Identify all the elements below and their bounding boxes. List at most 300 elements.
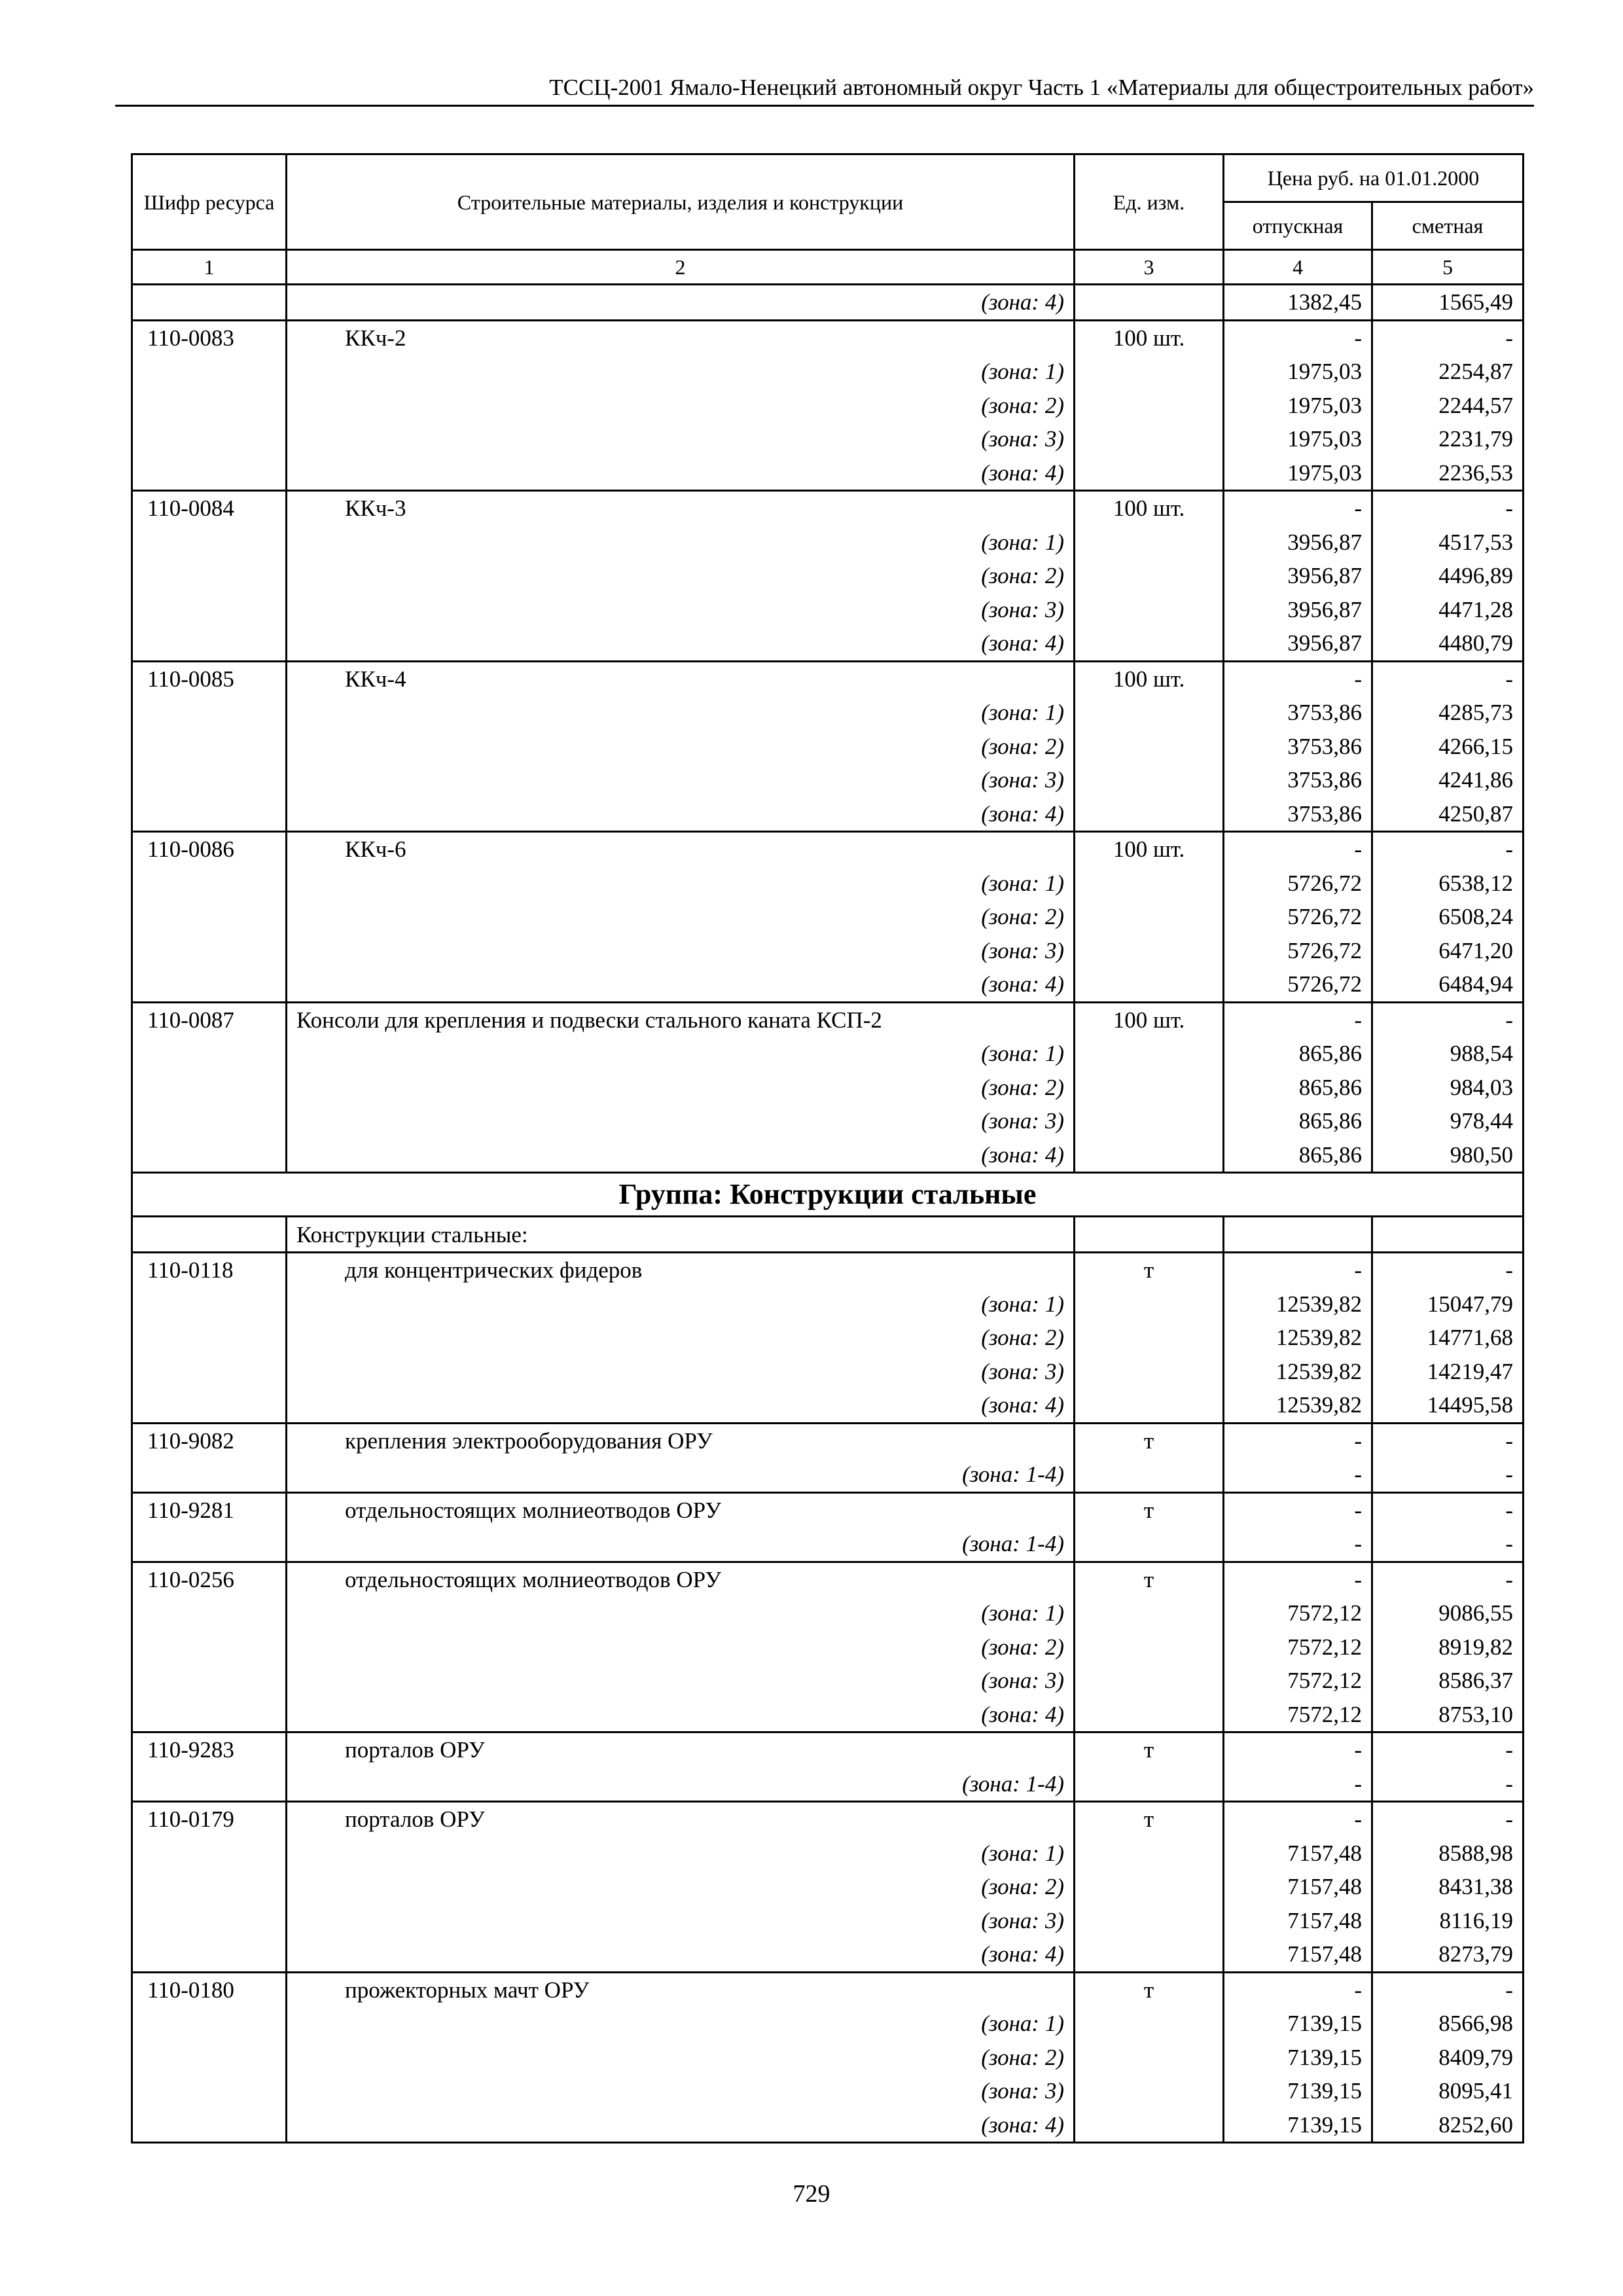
zone-row xyxy=(132,559,1524,593)
unit-cell: 100 шт. xyxy=(1075,491,1224,526)
code-cell xyxy=(132,559,287,593)
zone-label: (зона: 4) xyxy=(287,1698,1075,1732)
zone-row xyxy=(132,2041,1524,2075)
unit-cell xyxy=(1075,696,1224,730)
unit-cell xyxy=(1075,1388,1224,1423)
code-cell xyxy=(132,1388,287,1423)
price-table xyxy=(131,153,1524,2144)
release-price-cell: 1975,03 xyxy=(1224,389,1372,423)
zone-row xyxy=(132,1458,1524,1492)
code-cell xyxy=(132,1104,287,1138)
zone-row xyxy=(132,1287,1524,1321)
zone-label: (зона: 2) xyxy=(287,1630,1075,1664)
code-cell xyxy=(132,900,287,934)
estimate-price-cell: 4517,53 xyxy=(1372,526,1524,560)
zone-row xyxy=(132,967,1524,1002)
unit-cell xyxy=(1075,900,1224,934)
zone-label: (зона: 3) xyxy=(287,934,1075,968)
unit-cell xyxy=(1075,1664,1224,1698)
code-cell xyxy=(132,1596,287,1630)
col-number-3: 3 xyxy=(1075,250,1224,285)
estimate-price-cell: 8095,41 xyxy=(1372,2074,1524,2108)
estimate-price-cell: 8566,98 xyxy=(1372,2007,1524,2041)
col-header-code: Шифр ресурса xyxy=(132,154,287,250)
release-price-cell: - xyxy=(1224,1802,1372,1837)
unit-cell xyxy=(1075,1458,1224,1492)
item-row xyxy=(132,1732,1524,1767)
item-name: отдельностоящих молниеотводов ОРУ xyxy=(287,1492,1075,1527)
release-price-cell: - xyxy=(1224,1002,1372,1037)
zone-label: (зона: 1) xyxy=(287,526,1075,560)
zone-label: (зона: 1) xyxy=(287,867,1075,901)
zone-label: (зона: 3) xyxy=(287,1104,1075,1138)
page-number: 729 xyxy=(793,2180,830,2208)
release-price-cell: - xyxy=(1224,1562,1372,1596)
zone-label: (зона: 2) xyxy=(287,730,1075,764)
unit-cell xyxy=(1075,763,1224,797)
release-price-cell: 3753,86 xyxy=(1224,763,1372,797)
unit-cell xyxy=(1075,1698,1224,1732)
zone-label: (зона: 3) xyxy=(287,1904,1075,1938)
zone-row xyxy=(132,526,1524,560)
estimate-price-cell: - xyxy=(1372,661,1524,696)
release-price-cell: 5726,72 xyxy=(1224,967,1372,1002)
release-price-cell: - xyxy=(1224,1253,1372,1287)
unit-cell: 100 шт. xyxy=(1075,320,1224,355)
item-name: отдельностоящих молниеотводов ОРУ xyxy=(287,1562,1075,1596)
resource-code: 110-0085 xyxy=(132,661,287,696)
resource-code: 110-0179 xyxy=(132,1802,287,1837)
unit-cell: 100 шт. xyxy=(1075,1002,1224,1037)
code-cell xyxy=(132,593,287,627)
code-cell xyxy=(132,1904,287,1938)
unit-cell xyxy=(1075,1321,1224,1355)
estimate-price-cell: - xyxy=(1372,1253,1524,1287)
code-cell xyxy=(132,355,287,389)
zone-label: (зона: 1) xyxy=(287,696,1075,730)
item-row xyxy=(132,1253,1524,1287)
zone-label: (зона: 4) xyxy=(287,456,1075,491)
release-price-cell: - xyxy=(1224,1972,1372,2007)
item-row xyxy=(132,1972,1524,2007)
release-price-cell: 3956,87 xyxy=(1224,526,1372,560)
zone-row xyxy=(132,2007,1524,2041)
zone-label: (зона: 2) xyxy=(287,1870,1075,1904)
estimate-price-cell: 8409,79 xyxy=(1372,2041,1524,2075)
release-price-cell: 5726,72 xyxy=(1224,867,1372,901)
unit-cell xyxy=(1075,2041,1224,2075)
estimate-price-cell: 4241,86 xyxy=(1372,763,1524,797)
zone-row xyxy=(132,1664,1524,1698)
zone-row xyxy=(132,1037,1524,1071)
zone-label: (зона: 1-4) xyxy=(287,1767,1075,1802)
code-cell xyxy=(132,1527,287,1562)
estimate-price-cell: 8753,10 xyxy=(1372,1698,1524,1732)
zone-row xyxy=(132,900,1524,934)
estimate-price-cell: 988,54 xyxy=(1372,1037,1524,1071)
estimate-price-cell: 9086,55 xyxy=(1372,1596,1524,1630)
unit-cell xyxy=(1075,1071,1224,1105)
item-name: для концентрических фидеров xyxy=(287,1253,1075,1287)
zone-label: (зона: 4) xyxy=(287,626,1075,661)
estimate-price-cell: - xyxy=(1372,1732,1524,1767)
estimate-price-cell: 8588,98 xyxy=(1372,1837,1524,1871)
code-cell xyxy=(132,1767,287,1802)
zone-row xyxy=(132,1321,1524,1355)
code-cell xyxy=(132,1138,287,1173)
estimate-price-cell: 15047,79 xyxy=(1372,1287,1524,1321)
estimate-price-cell: 978,44 xyxy=(1372,1104,1524,1138)
code-cell xyxy=(132,1037,287,1071)
zone-row xyxy=(132,763,1524,797)
code-cell xyxy=(132,389,287,423)
release-price-cell: - xyxy=(1224,1767,1372,1802)
code-cell xyxy=(132,934,287,968)
release-price-cell xyxy=(1224,1217,1372,1253)
zone-row xyxy=(132,355,1524,389)
item-name: ККч-3 xyxy=(287,491,1075,526)
zone-label: (зона: 4) xyxy=(287,1388,1075,1423)
code-cell xyxy=(132,1458,287,1492)
carry-over-row xyxy=(132,285,1524,321)
release-price-cell: 7139,15 xyxy=(1224,2074,1372,2108)
zone-row xyxy=(132,626,1524,661)
zone-row xyxy=(132,1630,1524,1664)
unit-cell xyxy=(1075,1104,1224,1138)
release-price-cell: 7139,15 xyxy=(1224,2041,1372,2075)
estimate-price-cell: - xyxy=(1372,491,1524,526)
code-cell xyxy=(132,2041,287,2075)
zone-label: (зона: 1) xyxy=(287,1287,1075,1321)
item-row xyxy=(132,661,1524,696)
release-price-cell: - xyxy=(1224,1732,1372,1767)
resource-code: 110-0087 xyxy=(132,1002,287,1037)
release-price-cell: 3753,86 xyxy=(1224,797,1372,832)
release-price-cell: - xyxy=(1224,1458,1372,1492)
unit-cell: 100 шт. xyxy=(1075,832,1224,867)
col-number-4: 4 xyxy=(1224,250,1372,285)
unit-cell xyxy=(1075,1037,1224,1071)
zone-row xyxy=(132,1138,1524,1173)
unit-cell xyxy=(1075,1870,1224,1904)
unit-cell xyxy=(1075,2074,1224,2108)
zone-row xyxy=(132,1527,1524,1562)
unit-cell: т xyxy=(1075,1423,1224,1458)
unit-cell xyxy=(1075,1937,1224,1972)
item-row xyxy=(132,1562,1524,1596)
estimate-price-cell: 8431,38 xyxy=(1372,1870,1524,1904)
unit-cell xyxy=(1075,797,1224,832)
release-price-cell: 7572,12 xyxy=(1224,1630,1372,1664)
estimate-price-cell: 4496,89 xyxy=(1372,559,1524,593)
resource-code: 110-0180 xyxy=(132,1972,287,2007)
code-cell xyxy=(132,1287,287,1321)
zone-row xyxy=(132,1837,1524,1871)
estimate-price-cell: - xyxy=(1372,1458,1524,1492)
unit-cell xyxy=(1075,1596,1224,1630)
group-section xyxy=(132,1173,1524,1253)
table-body-b xyxy=(132,1253,1524,2143)
unit-cell: т xyxy=(1075,1972,1224,2007)
estimate-price-cell: 14219,47 xyxy=(1372,1355,1524,1389)
unit-cell xyxy=(1075,1837,1224,1871)
unit-cell xyxy=(1075,1355,1224,1389)
release-price-cell: 3956,87 xyxy=(1224,593,1372,627)
code-cell xyxy=(132,1664,287,1698)
release-price-cell: 12539,82 xyxy=(1224,1321,1372,1355)
code-cell xyxy=(132,730,287,764)
unit-cell: т xyxy=(1075,1732,1224,1767)
col-number-5: 5 xyxy=(1372,250,1524,285)
resource-code: 110-0118 xyxy=(132,1253,287,1287)
item-name: прожекторных мачт ОРУ xyxy=(287,1972,1075,2007)
unit-cell xyxy=(1075,285,1224,321)
code-cell xyxy=(132,1355,287,1389)
unit-cell: 100 шт. xyxy=(1075,661,1224,696)
zone-row xyxy=(132,2108,1524,2143)
unit-cell xyxy=(1075,934,1224,968)
estimate-price-cell: 6484,94 xyxy=(1372,967,1524,1002)
release-price-cell: - xyxy=(1224,320,1372,355)
release-price-cell: - xyxy=(1224,1423,1372,1458)
code-cell xyxy=(132,696,287,730)
zone-row xyxy=(132,1698,1524,1732)
zone-row xyxy=(132,1870,1524,1904)
zone-label: (зона: 1) xyxy=(287,1837,1075,1871)
zone-row xyxy=(132,456,1524,491)
code-cell xyxy=(132,1937,287,1972)
unit-cell xyxy=(1075,1138,1224,1173)
col-header-release: отпускная xyxy=(1224,202,1372,250)
item-row xyxy=(132,1002,1524,1037)
page-header: ТССЦ-2001 Ямало-Ненецкий автономный округ Часть 1 «Материалы для общестроительных работ» xyxy=(549,75,1534,100)
release-price-cell: 7572,12 xyxy=(1224,1698,1372,1732)
estimate-price-cell: - xyxy=(1372,1802,1524,1837)
release-price-cell: 7157,48 xyxy=(1224,1937,1372,1972)
zone-label: (зона: 1-4) xyxy=(287,1458,1075,1492)
estimate-price-cell: - xyxy=(1372,1527,1524,1562)
estimate-price-cell: 4471,28 xyxy=(1372,593,1524,627)
estimate-price-cell: 6508,24 xyxy=(1372,900,1524,934)
subheading-label: Конструкции стальные: xyxy=(287,1217,1075,1253)
zone-label: (зона: 1) xyxy=(287,1037,1075,1071)
zone-row xyxy=(132,2074,1524,2108)
item-name: ККч-4 xyxy=(287,661,1075,696)
resource-code: 110-0083 xyxy=(132,320,287,355)
resource-code: 110-9082 xyxy=(132,1423,287,1458)
code-cell xyxy=(132,1217,287,1253)
estimate-price-cell: 14771,68 xyxy=(1372,1321,1524,1355)
col-header-name: Строительные материалы, изделия и конструкции xyxy=(287,154,1075,250)
item-row xyxy=(132,491,1524,526)
group-row xyxy=(132,1173,1524,1217)
resource-code: 110-0086 xyxy=(132,832,287,867)
estimate-price-cell: - xyxy=(1372,832,1524,867)
estimate-price-cell: 6538,12 xyxy=(1372,867,1524,901)
code-cell xyxy=(132,967,287,1002)
item-row xyxy=(132,320,1524,355)
release-price-cell: 865,86 xyxy=(1224,1138,1372,1173)
zone-label: (зона: 2) xyxy=(287,1071,1075,1105)
estimate-price-cell: 4266,15 xyxy=(1372,730,1524,764)
zone-label: (зона: 4) xyxy=(287,797,1075,832)
estimate-price-cell: 8273,79 xyxy=(1372,1937,1524,1972)
estimate-price-cell: 2244,57 xyxy=(1372,389,1524,423)
item-row xyxy=(132,832,1524,867)
unit-cell: т xyxy=(1075,1253,1224,1287)
release-price-cell: 1975,03 xyxy=(1224,355,1372,389)
code-cell xyxy=(132,763,287,797)
unit-cell xyxy=(1075,593,1224,627)
resource-code: 110-9283 xyxy=(132,1732,287,1767)
code-cell xyxy=(132,2074,287,2108)
code-cell xyxy=(132,867,287,901)
unit-cell: т xyxy=(1075,1562,1224,1596)
code-cell xyxy=(132,1837,287,1871)
zone-label: (зона: 1) xyxy=(287,2007,1075,2041)
zone-label: (зона: 3) xyxy=(287,1664,1075,1698)
estimate-price-cell: 4250,87 xyxy=(1372,797,1524,832)
unit-cell: т xyxy=(1075,1492,1224,1527)
zone-label: (зона: 2) xyxy=(287,389,1075,423)
zone-label: (зона: 1) xyxy=(287,355,1075,389)
code-cell xyxy=(132,1698,287,1732)
code-cell xyxy=(132,2108,287,2143)
col-number-1: 1 xyxy=(132,250,287,285)
release-price-cell: 1382,45 xyxy=(1224,285,1372,321)
item-row xyxy=(132,1802,1524,1837)
release-price-cell: 7157,48 xyxy=(1224,1870,1372,1904)
estimate-price-cell: 8919,82 xyxy=(1372,1630,1524,1664)
unit-cell: т xyxy=(1075,1802,1224,1837)
estimate-price-cell: 14495,58 xyxy=(1372,1388,1524,1423)
unit-cell xyxy=(1075,1767,1224,1802)
estimate-price-cell: 8586,37 xyxy=(1372,1664,1524,1698)
item-name: Консоли для крепления и подвески стального каната КСП-2 xyxy=(287,1002,1075,1037)
release-price-cell: 12539,82 xyxy=(1224,1287,1372,1321)
unit-cell xyxy=(1075,1630,1224,1664)
estimate-price-cell: - xyxy=(1372,1002,1524,1037)
code-cell xyxy=(132,797,287,832)
release-price-cell: 3956,87 xyxy=(1224,626,1372,661)
release-price-cell: 5726,72 xyxy=(1224,900,1372,934)
zone-label: (зона: 3) xyxy=(287,763,1075,797)
unit-cell xyxy=(1075,2007,1224,2041)
release-price-cell: 1975,03 xyxy=(1224,456,1372,491)
unit-cell xyxy=(1075,526,1224,560)
estimate-price-cell: - xyxy=(1372,1423,1524,1458)
release-price-cell: 7139,15 xyxy=(1224,2007,1372,2041)
zone-label: (зона: 4) xyxy=(287,1937,1075,1972)
zone-label: (зона: 2) xyxy=(287,900,1075,934)
unit-cell xyxy=(1075,389,1224,423)
col-number-2: 2 xyxy=(287,250,1075,285)
zone-row xyxy=(132,1767,1524,1802)
code-cell xyxy=(132,456,287,491)
code-cell xyxy=(132,1071,287,1105)
item-row xyxy=(132,1492,1524,1527)
zone-row xyxy=(132,1355,1524,1389)
unit-cell xyxy=(1075,1527,1224,1562)
unit-cell xyxy=(1075,559,1224,593)
table-head xyxy=(132,154,1524,285)
zone-label: (зона: 2) xyxy=(287,1321,1075,1355)
item-name: порталов ОРУ xyxy=(287,1732,1075,1767)
code-cell xyxy=(132,2007,287,2041)
code-cell xyxy=(132,626,287,661)
release-price-cell: 3753,86 xyxy=(1224,696,1372,730)
release-price-cell: 7572,12 xyxy=(1224,1596,1372,1630)
zone-row xyxy=(132,1596,1524,1630)
estimate-price-cell: 4480,79 xyxy=(1372,626,1524,661)
zone-row xyxy=(132,1937,1524,1972)
estimate-price-cell: 8252,60 xyxy=(1372,2108,1524,2143)
estimate-price-cell: 8116,19 xyxy=(1372,1904,1524,1938)
group-title: Группа: Конструкции стальные xyxy=(132,1173,1524,1217)
release-price-cell: 865,86 xyxy=(1224,1071,1372,1105)
zone-row xyxy=(132,1388,1524,1423)
zone-label: (зона: 3) xyxy=(287,1355,1075,1389)
estimate-price-cell: - xyxy=(1372,320,1524,355)
zone-row xyxy=(132,593,1524,627)
release-price-cell: 865,86 xyxy=(1224,1037,1372,1071)
resource-code: 110-9281 xyxy=(132,1492,287,1527)
release-price-cell: - xyxy=(1224,1527,1372,1562)
item-row xyxy=(132,1423,1524,1458)
estimate-price-cell: 2231,79 xyxy=(1372,422,1524,456)
unit-cell xyxy=(1075,1904,1224,1938)
resource-code: 110-0084 xyxy=(132,491,287,526)
zone-label: (зона: 3) xyxy=(287,422,1075,456)
col-header-price-group: Цена руб. на 01.01.2000 xyxy=(1224,154,1524,202)
zone-row xyxy=(132,422,1524,456)
release-price-cell: 7157,48 xyxy=(1224,1837,1372,1871)
col-header-estimate: сметная xyxy=(1372,202,1524,250)
estimate-price-cell: - xyxy=(1372,1767,1524,1802)
unit-cell xyxy=(1075,355,1224,389)
estimate-price-cell: - xyxy=(1372,1972,1524,2007)
estimate-price-cell xyxy=(1372,1217,1524,1253)
estimate-price-cell: 4285,73 xyxy=(1372,696,1524,730)
zone-row xyxy=(132,696,1524,730)
zone-label: (зона: 1-4) xyxy=(287,1527,1075,1562)
zone-label: (зона: 2) xyxy=(287,559,1075,593)
code-cell xyxy=(132,422,287,456)
unit-cell xyxy=(1075,422,1224,456)
release-price-cell: 7157,48 xyxy=(1224,1904,1372,1938)
zone-label: (зона: 2) xyxy=(287,2041,1075,2075)
release-price-cell: - xyxy=(1224,491,1372,526)
zone-row xyxy=(132,797,1524,832)
estimate-price-cell: 6471,20 xyxy=(1372,934,1524,968)
item-name: ККч-2 xyxy=(287,320,1075,355)
release-price-cell: 865,86 xyxy=(1224,1104,1372,1138)
unit-cell xyxy=(1075,1287,1224,1321)
unit-cell xyxy=(1075,626,1224,661)
release-price-cell: 5726,72 xyxy=(1224,934,1372,968)
zone-label: (зона: 1) xyxy=(287,1596,1075,1630)
zone-label: (зона: 3) xyxy=(287,2074,1075,2108)
zone-row xyxy=(132,389,1524,423)
zone-row xyxy=(132,730,1524,764)
code-cell xyxy=(132,285,287,321)
estimate-price-cell: 984,03 xyxy=(1372,1071,1524,1105)
release-price-cell: - xyxy=(1224,832,1372,867)
zone-row xyxy=(132,867,1524,901)
unit-cell xyxy=(1075,456,1224,491)
zone-cell: (зона: 4) xyxy=(287,285,1075,321)
zone-row xyxy=(132,1904,1524,1938)
